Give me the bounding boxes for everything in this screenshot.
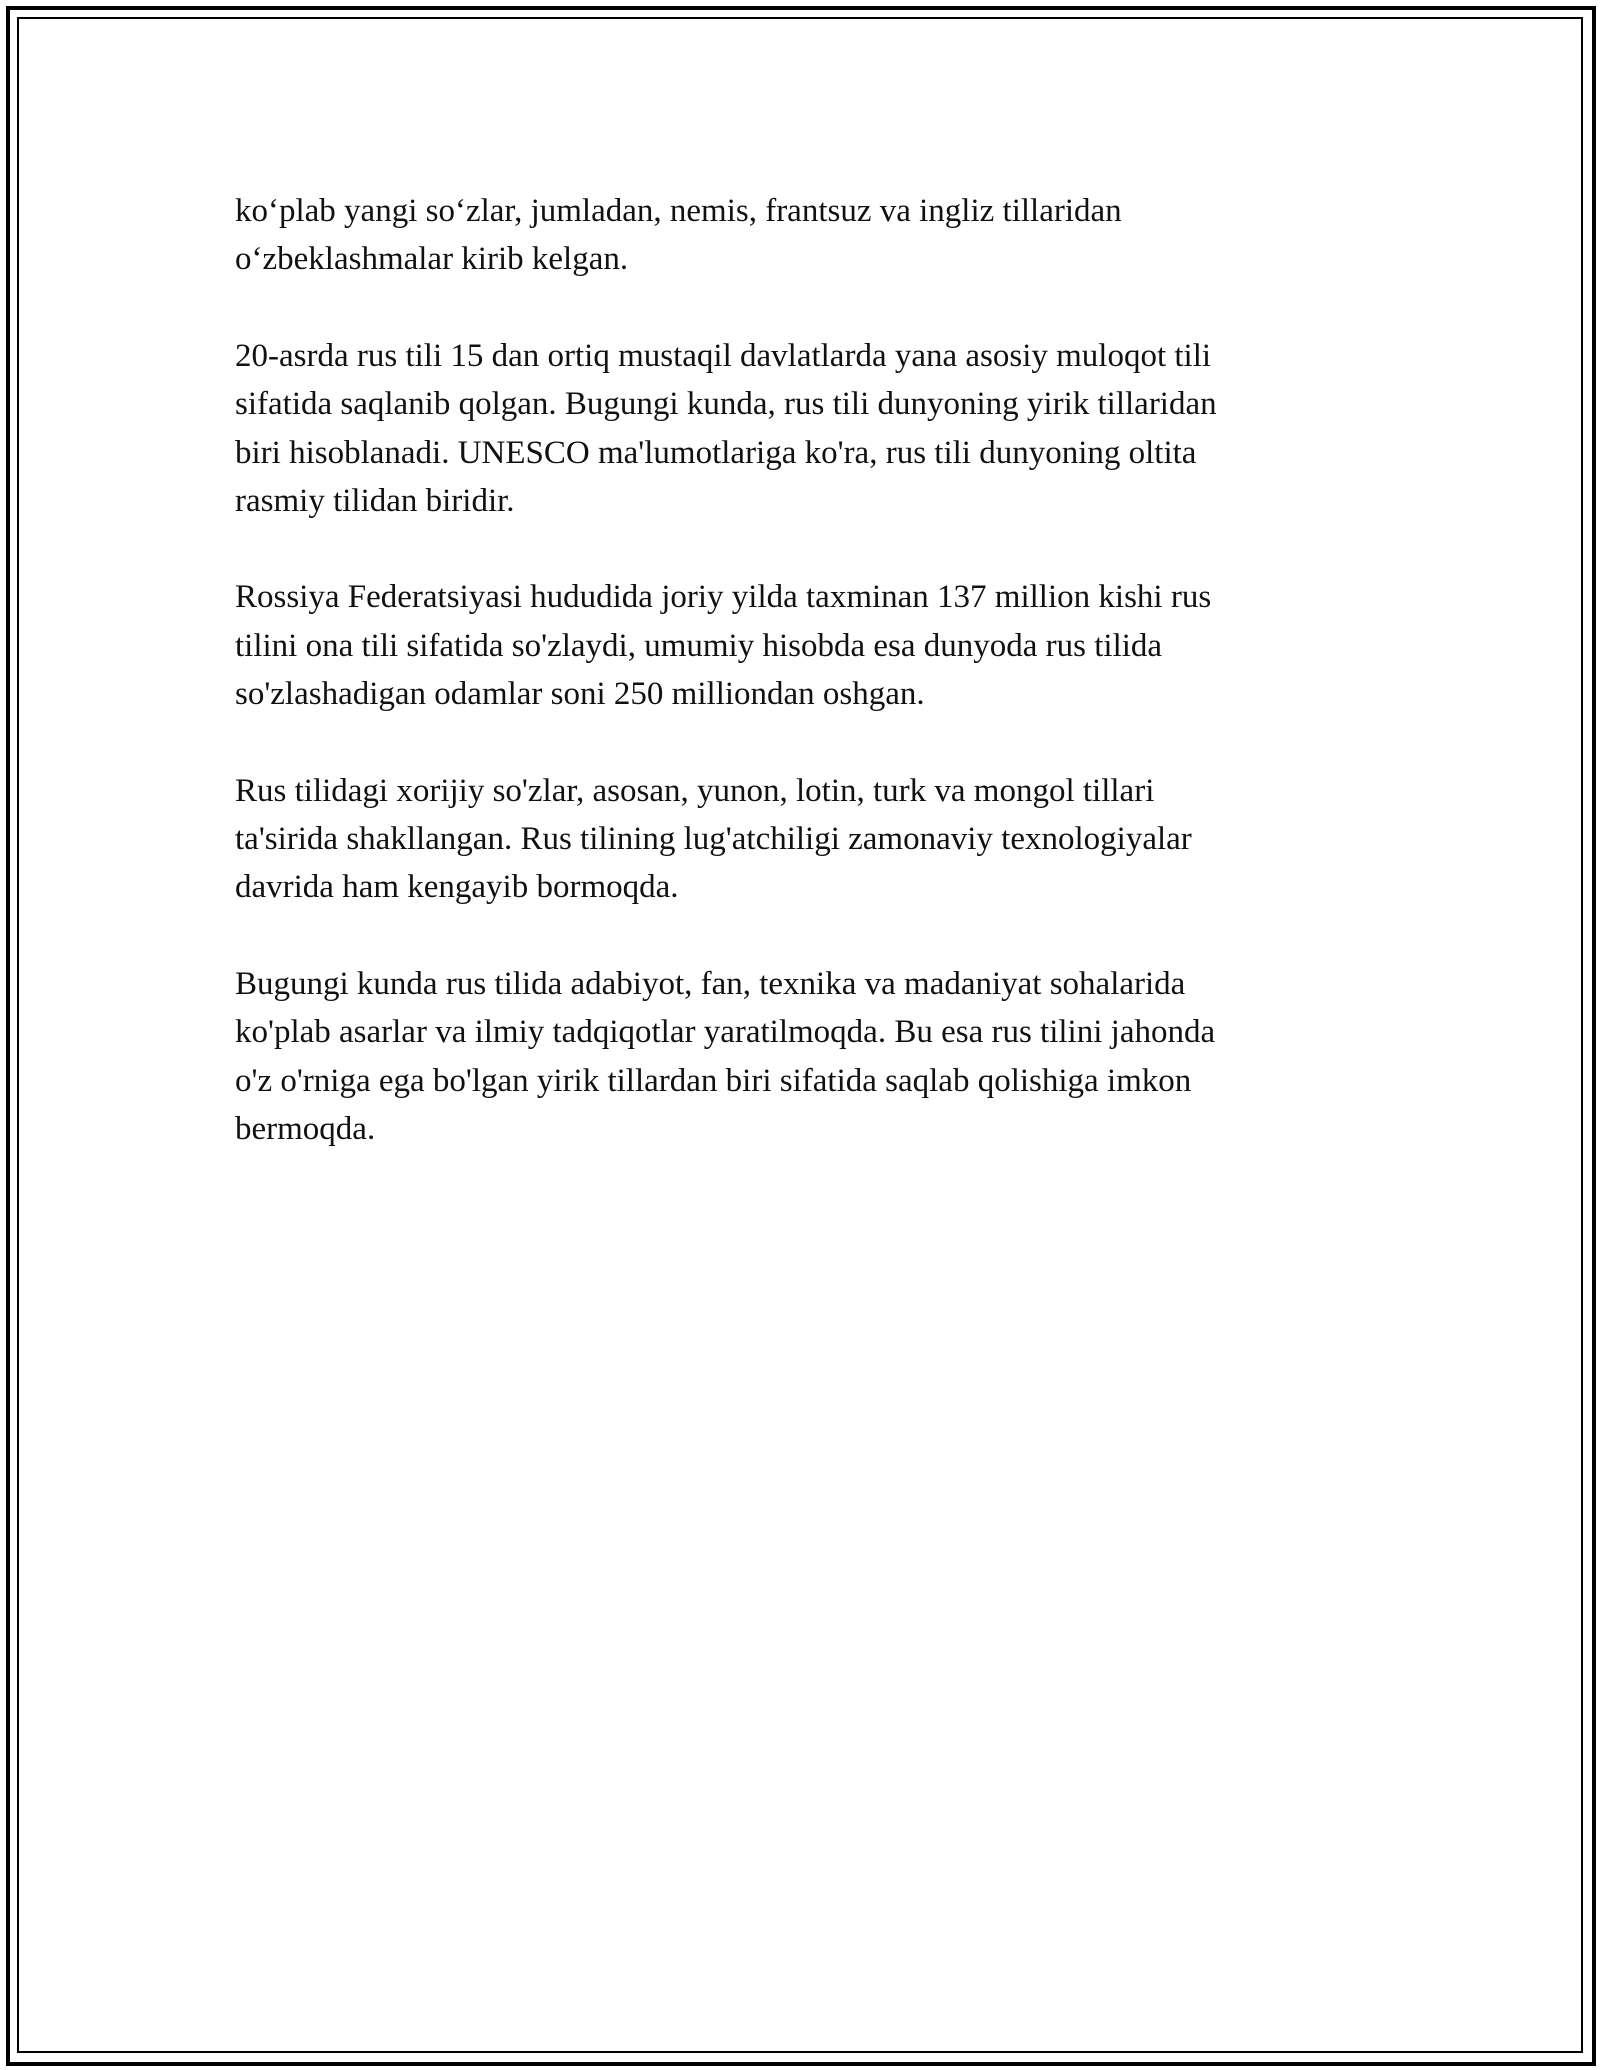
paragraph-line: ko'plab asarlar va ilmiy tadqiqotlar yaratilmoqda. Bu esa rus tilini jahonda <box>235 1014 1216 1051</box>
paragraph-line: 20-asrda rus tili 15 dan ortiq mustaqil davlatlarda yana asosiy muloqot tili <box>235 337 1212 374</box>
paragraph-3 <box>235 573 1365 718</box>
paragraph-line: davrida ham kengayib bormoqda. <box>235 869 679 906</box>
paragraph-line: Bugungi kunda rus tilida adabiyot, fan, texnika va madaniyat sohalarida <box>235 965 1186 1002</box>
paragraph-line: o'z o'rniga ega bo'lgan yirik tillardan biri sifatida saqlab qolishiga imkon <box>235 1062 1192 1099</box>
paragraph-line: Rossiya Federatsiyasi hududida joriy yilda taxminan 137 million kishi rus <box>235 579 1212 616</box>
paragraph-4 <box>235 767 1365 912</box>
paragraph-line: ta'sirida shakllangan. Rus tilining lug'atchiligi zamonaviy texnologiyalar <box>235 821 1192 858</box>
paragraph-line: so'zlashadigan odamlar soni 250 milliondan oshgan. <box>235 676 925 713</box>
paragraph-2 <box>235 332 1365 526</box>
paragraph-line: tilini ona tili sifatida so'zlaydi, umumiy hisobda esa dunyoda rus tilida <box>235 627 1163 664</box>
paragraph-line: biri hisoblanadi. UNESCO ma'lumotlariga ko'ra, rus tili dunyoning oltita <box>235 434 1197 471</box>
paragraph-1 <box>235 187 1365 284</box>
paragraph-5 <box>235 960 1365 1154</box>
paragraph-line: o‘zbeklashmalar kirib kelgan. <box>235 241 629 278</box>
document-body <box>235 187 1365 1202</box>
paragraph-line: sifatida saqlanib qolgan. Bugungi kunda, rus tili dunyoning yirik tillaridan <box>235 386 1217 423</box>
paragraph-line: ko‘plab yangi so‘zlar, jumladan, nemis, frantsuz va ingliz tillaridan <box>235 193 1122 229</box>
paragraph-line: rasmiy tilidan biridir. <box>235 483 515 520</box>
paragraph-line: Rus tilidagi xorijiy so'zlar, asosan, yunon, lotin, turk va mongol tillari <box>235 772 1155 809</box>
paragraph-line: bermoqda. <box>235 1111 376 1148</box>
